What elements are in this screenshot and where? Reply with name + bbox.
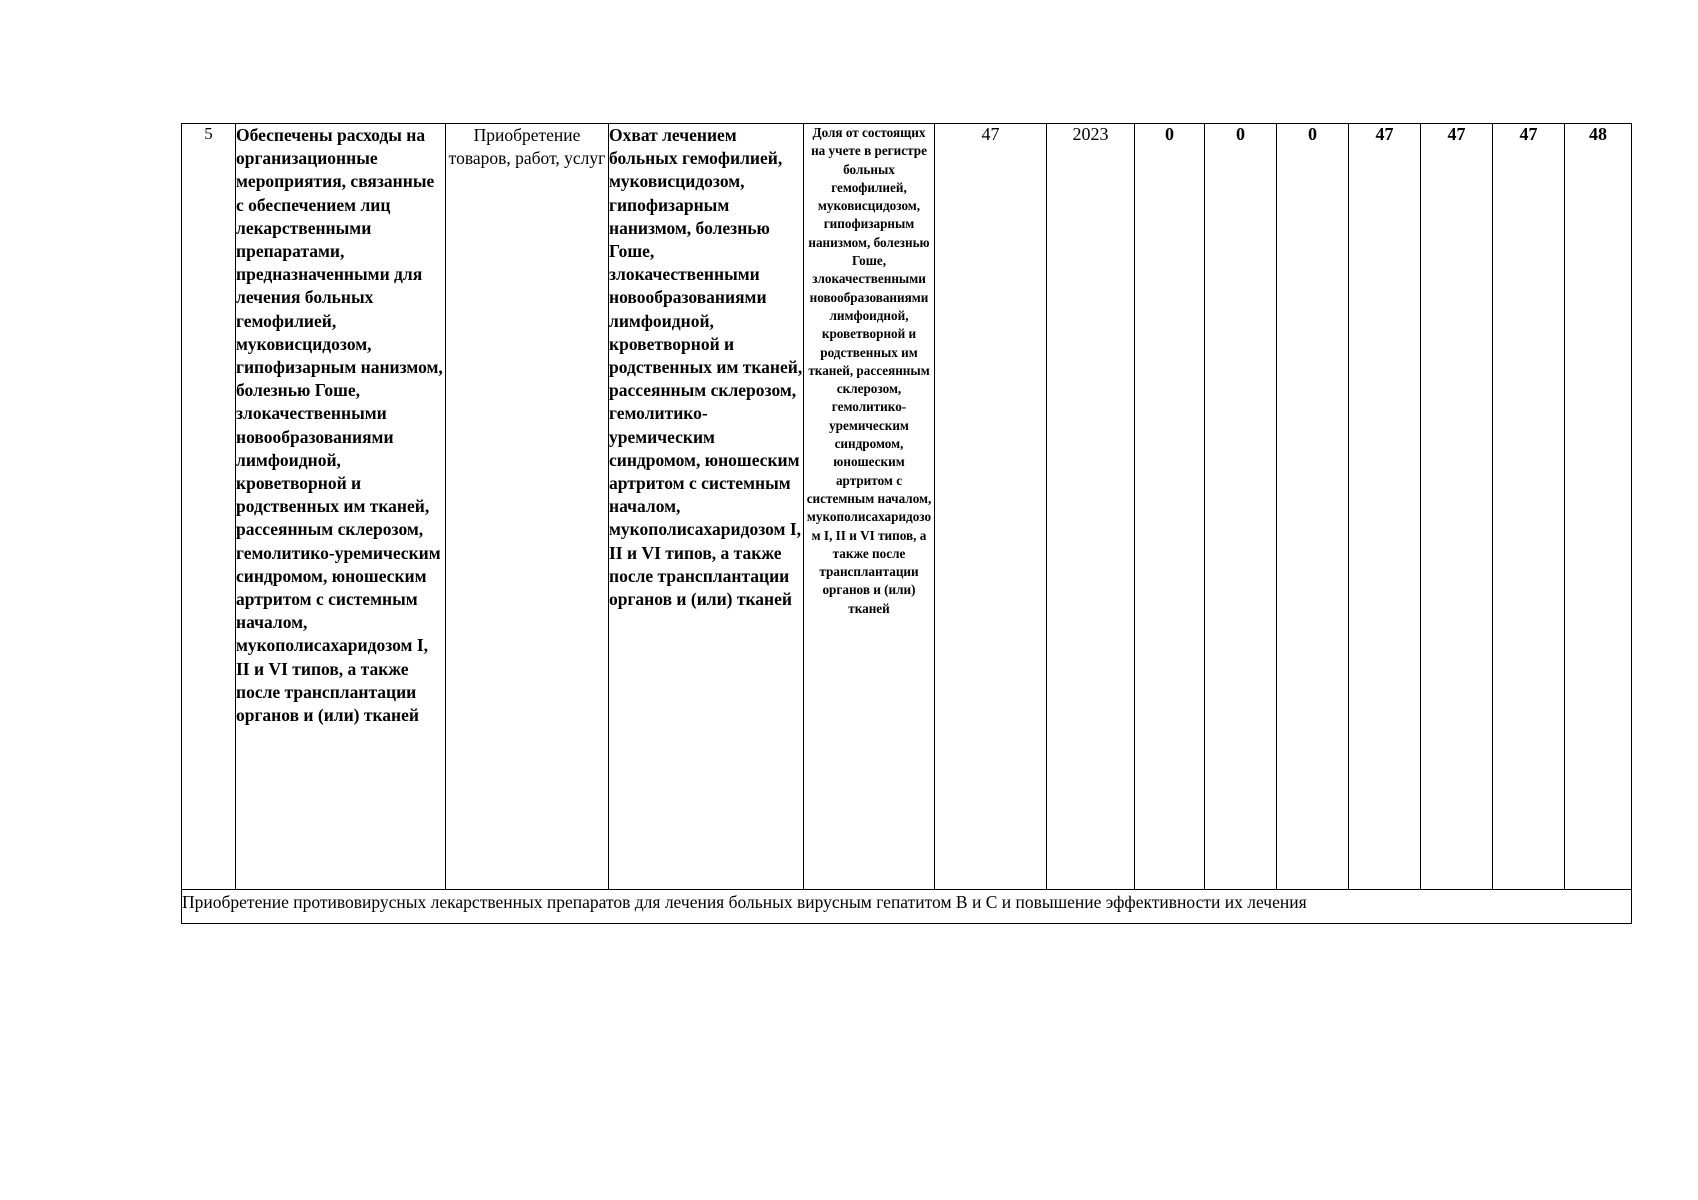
indicator-text: Охват лечением больных гемофилией, муковисцидозом, гипофизарным нанизмом, болезнью Гоше, злокачественными новообразованиями лимфоидной, кроветворной и родственных им тканей, рассеянным склерозом, гемолитико-уремическим синдромом, юношеским артритом с системным началом, мукополисахаридозом I, II и VI типов, а также после трансплантации органов и (или) тканей [609,125,803,610]
value-5: 0 [1308,124,1317,144]
task-text: Обеспечены расходы на организационные мероприятия, связанные с обеспечением лиц лекарственными препаратами, предназначенными для лечения больных гемофилией, муковисцидозом, гипофизарным нанизмом, болезнью Гоше, злокачественными новообразованиями лимфоидной, кроветворной и родственных им тканей, рассеянным склерозом, гемолитико-уремическим синдромом, юношеским артритом с системным началом, мукополисахаридозом I, II и VI типов, а также после трансплантации органов и (или) тканей [236,125,443,726]
value-cell-9 [1565,124,1632,890]
plan-table [181,123,1632,924]
value-9: 48 [1589,124,1607,144]
value-base: 47 [981,124,1000,144]
value-6: 47 [1375,124,1394,144]
type-text: Приобретение товаров, работ, услуг [448,125,606,169]
type-cell [446,124,609,890]
value-8: 47 [1519,124,1538,144]
section-header-cell [182,890,1632,924]
value-3: 0 [1165,124,1174,144]
unit-text: Доля от состоящих на учете в регистре больных гемофилией, муковисцидозом, гипофизарным нанизмом, болезнью Гоше, злокачественными новообразованиями лимфоидной, кроветворной и родственных им тканей, рассеянным склерозом, гемолитико-уремическим синдромом, юношеским артритом с системным началом, мукополисахаридозом I, II и VI типов, а также после трансплантации органов и (или) тканей [806,125,932,616]
value-cell-base [935,124,1047,890]
indicator-cell [609,124,804,890]
value-cell-5 [1277,124,1349,890]
value-7: 47 [1447,124,1466,144]
value-cell-4 [1205,124,1277,890]
value-cell-6 [1349,124,1421,890]
value-4: 0 [1236,124,1245,144]
value-year: 2023 [1072,124,1109,144]
row-number: 5 [204,124,213,143]
task-cell [236,124,446,890]
value-cell-8 [1493,124,1565,890]
value-cell-3 [1135,124,1205,890]
row-number-cell [182,124,236,890]
table-row [182,124,1632,890]
value-cell-year [1047,124,1135,890]
section-header-text: Приобретение противовирусных лекарственных препаратов для лечения больных вирусным гепатитом В и С и повышение эффективности их лечения [182,892,1307,912]
value-cell-7 [1421,124,1493,890]
unit-cell [804,124,935,890]
section-header-row [182,890,1632,924]
